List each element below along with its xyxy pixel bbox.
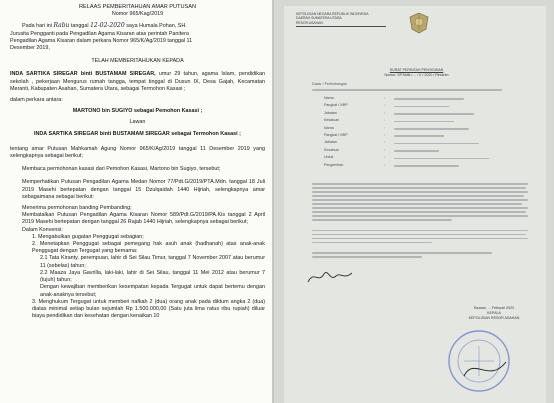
intro-date: 12-02-2020	[90, 22, 125, 30]
amar-item-3: 3. Menghukum Tergugat untuk memberi nafkah 2 (dua) orang anak pada diktum angka 2 (dua) diatas minimal setiap bulan sejumlah Rp 1.500.000,00 (Satu juta lima ratus ribu rupiah) diluar biaya pendidikan dan kesehatan dengan kenaikan 10	[32, 298, 265, 320]
letterhead-line-2: DAERAH SUMATERA UTARA	[296, 16, 342, 21]
letterhead	[296, 12, 406, 27]
body-paragraph	[312, 181, 530, 260]
field-label: Nama	[324, 125, 334, 130]
field-row: Pengemban :	[324, 163, 514, 170]
field-label: Pangkat / NRP	[324, 103, 348, 108]
intro-text-2: tanggal	[70, 23, 89, 30]
intro-day: Rabu	[53, 22, 70, 30]
lawan-label: Lawan	[129, 119, 146, 126]
letterhead-line-1: KEPOLISIAN NEGARA REPUBLIK INDONESIA	[296, 12, 369, 16]
membaca-paragraph: Membaca permohonan kasasi dari Pemohon Kasasi, Martono bin Sugiyo, tersebut;	[22, 166, 221, 173]
amar-item-2-1: 2.1 Tata Kiranty, perempuan, lahir di Sei Silau Timur, tanggal 7 November 2007 atau berumur 11 (sebelas) tahun;	[40, 255, 265, 269]
field-row: Nama :	[324, 96, 514, 103]
party1-block	[10, 71, 265, 93]
field-label: Untuk	[324, 155, 334, 160]
field-label: Kesatuan	[324, 118, 340, 123]
police-document-page	[274, 0, 554, 403]
amar-item-2: 2. Menetapkan Penggugat sebagai pemegang hak asuh anak (hadhanah) atas anak-anak Penggugat dengan Tergugat yang bernama:	[32, 241, 265, 255]
relaas-content	[10, 4, 265, 320]
field-label: Jabatan	[324, 140, 337, 145]
field-row: Jabatan :	[324, 140, 514, 147]
document-number: Nomor 965/Kag/2019	[111, 11, 164, 18]
sign-place-date: Kisaran, ... Februari 2020	[473, 306, 515, 310]
intro-text-3: saya Humala Pohan, SH.	[126, 23, 187, 30]
document-number: Nomor: SP.Sidik / ... / II / 2020 / Reskrim	[384, 73, 449, 77]
field-label: Nama	[324, 96, 334, 100]
intro-block	[312, 82, 527, 93]
intro-line-2: Jurusita Pengganti pada Pengadilan Agama Kisaran atas perintah Panitera	[10, 30, 189, 37]
document-title: SURAT PERINTAH PENYIDIKAN	[389, 68, 444, 72]
field-row: Pangkat / NRP :	[324, 133, 514, 140]
intro-line	[10, 22, 265, 30]
sign-role: KEPALA	[487, 311, 501, 315]
document-heading	[314, 68, 519, 78]
field-row: Untuk :	[324, 155, 514, 162]
field-row: Jabatan :	[324, 111, 514, 118]
police-emblem-icon	[408, 12, 430, 34]
party1-name: INDA SARTIKA SIREGAR binti BUSTAMAM SIREGAR,	[10, 71, 156, 78]
intro-line-4: Desember 2019,	[10, 45, 50, 52]
amar-item-2-2: 2.2 Maaza Jaya Gavrilla, laki-laki, lahir di Sei Silau, tanggal 11 Mei 2012 atau berumur 7 (tujuh) tahun;	[40, 269, 265, 284]
intro-line-3: Pengadilan Agama Kisaran dalam perkara Nomor 965/K/Ag/2019 tanggal 11	[10, 37, 193, 44]
pemohon-name: MARTONO bin SUGIYO sebagai Pemohon Kasasi ;	[72, 108, 203, 115]
field-row: Kesatuan :	[324, 148, 514, 155]
page-title: RELAAS PEMBERITAHUAN AMAR PUTUSAN	[78, 4, 197, 10]
amar-item-2-3: Dengan kewajiban memberikan kesempatan kepada Tergugat untuk dapat bertemu dengan anak-anaknya tersebut;	[40, 284, 265, 298]
martono-line	[10, 108, 265, 115]
dalam-konvensi: Dalam Konvensi:	[22, 226, 63, 233]
telah-heading: TELAH MEMBERITAHUKAN KEPADA	[91, 58, 184, 65]
field-row: Pangkat / NRP :	[324, 103, 514, 110]
photo-sheet	[284, 6, 546, 403]
membatalkan-item: Membatalkan Putusan Pengadilan Agama Kisaran Nomor 589/Pdt.G/2019/PA.Kis tanggal 2 April 2019 Masehi bertepatan dengan tanggal 26 Rajab 1440 Hijriah, selengkapnya sebagai berikut;	[22, 212, 265, 226]
termohon-line: INDA SARTIKA SIREGAR binti BUSTAMAM SIREGAR sebagai Termohon Kasasi ;	[34, 130, 241, 137]
field-label: Jabatan	[324, 110, 337, 115]
field-list	[324, 96, 514, 170]
antara-label: dalam perkara antara:	[10, 97, 63, 104]
tentang-paragraph: tentang amar Putusan Mahkamah Agung Nomor 965/K/Ag/2019 tanggal 11 Desember 2019 yang selengkapnya sebagai berikut;	[10, 145, 265, 160]
official-stamp	[434, 306, 524, 396]
field-row: Kesatuan :	[324, 118, 514, 125]
party1-description: umur 29 tahun, agama Islam, pendidikan sekolah , pekerjaan Mengurus rumah tangga, tempat tinggal di Dusun IX, Desa Gajah, Kecamatan Meranti, Kabupaten Asahan, Sumatera Utara, sebagai Termohon Kasasi ;	[10, 71, 265, 92]
intro-label: Dasar / Pertimbangan	[312, 82, 347, 86]
handwritten-signature	[306, 268, 356, 286]
amar-item-1: 1. Mengabulkan gugatan Penggugat sebagian;	[32, 233, 144, 240]
menerima-item: Menerima permohonan banding Pembanding;	[22, 205, 132, 212]
sign-unit: KEPOLISIAN RESOR ASAHAN	[468, 316, 520, 320]
letterhead-line-3: RESOR ASAHAN	[296, 20, 323, 25]
field-label: Pangkat / NRP	[324, 132, 348, 137]
field-label: Pengemban	[324, 162, 344, 167]
intro-text: Pada hari ini	[22, 23, 52, 30]
memperhatikan-paragraph: Memperhatikan Putusan Pengadilan Agama Medan Nomor 77/Pdt.G/2019/PTA.Mdn. tanggal 18 Juli 2019 Masehi bertepatan dengan tanggal 15 Dzulqaidah 1440 Hijriah, selengkapnya amar sebagaimana sebagai berikut:	[22, 179, 265, 200]
relaas-page	[0, 0, 272, 403]
field-row: Nama :	[324, 126, 514, 133]
field-label: Kesatuan	[324, 147, 340, 152]
